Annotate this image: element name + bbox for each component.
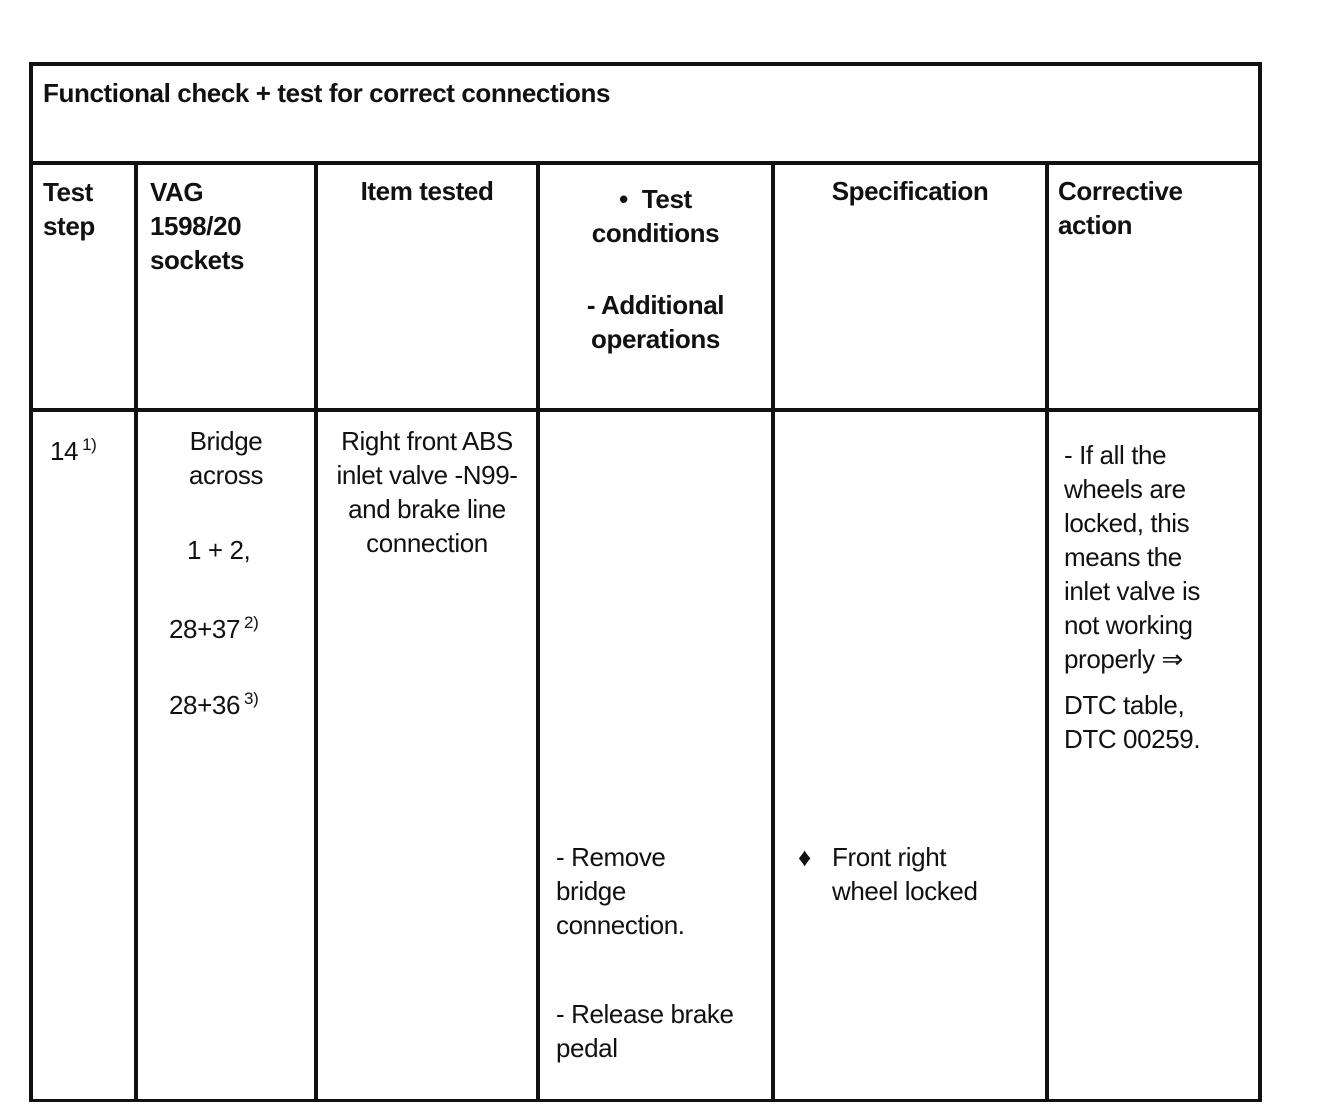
header-sockets-line: VAG — [150, 177, 204, 207]
header-test-step — [43, 175, 95, 243]
item-tested-line: Right front ABS — [341, 426, 513, 456]
sockets-line: across — [188, 460, 264, 490]
sockets-line: Bridge — [189, 426, 263, 456]
corrective-line: inlet valve is — [1064, 576, 1201, 606]
row-corrective-action — [1064, 438, 1200, 756]
operation-release-brake — [556, 997, 734, 1065]
row-specification — [832, 840, 978, 908]
footnote-marker: 2) — [244, 613, 259, 632]
corrective-line: locked, this — [1064, 508, 1190, 538]
operation-line: - Remove — [556, 842, 666, 872]
header-sockets — [150, 175, 244, 277]
title-divider — [29, 161, 1262, 165]
header-sockets-line: 1598/20 — [150, 211, 242, 241]
row-item-tested — [318, 424, 536, 560]
operation-line: connection. — [556, 910, 685, 940]
item-tested-line: connection — [366, 528, 488, 558]
column-divider-2 — [314, 161, 318, 1101]
socket-pair-3: 28+36 $^{3)}$ — [169, 689, 259, 720]
specification-line: wheel locked — [832, 876, 978, 906]
column-divider-1 — [134, 161, 138, 1101]
header-test-conditions — [540, 182, 771, 356]
row-test-step — [50, 428, 96, 468]
corrective-line: means the — [1064, 542, 1182, 572]
step-number: 14 — [50, 436, 79, 466]
header-operations-line: operations — [591, 324, 720, 354]
corrective-line: DTC 00259. — [1064, 724, 1201, 754]
corrective-line: - If all the — [1064, 440, 1167, 470]
item-tested-line: inlet valve -N99- — [336, 460, 518, 490]
operation-line: bridge — [556, 876, 626, 906]
operation-remove-bridge — [556, 840, 685, 942]
header-specification: Specification — [831, 176, 989, 206]
operation-line: - Release brake — [556, 999, 734, 1029]
footnote-marker: 3) — [244, 689, 259, 708]
corrective-line: properly ⇒ — [1064, 644, 1183, 674]
item-tested-line: and brake line — [348, 494, 506, 524]
header-item-tested: Item tested — [360, 176, 494, 206]
header-corrective-line: action — [1058, 210, 1133, 240]
bullet-icon: • — [619, 184, 628, 214]
table-title: Functional check + test for correct connections — [43, 78, 611, 108]
column-divider-4 — [771, 161, 775, 1101]
corrective-line: not working — [1064, 610, 1193, 640]
header-test-step-line: step — [43, 211, 95, 241]
header-conditions-line: Test — [641, 184, 692, 214]
socket-pair-2: 28+37 $^{2)}$ — [169, 613, 259, 644]
corrective-line: wheels are — [1064, 474, 1186, 504]
socket-pair-1: 1 + 2, — [187, 535, 251, 565]
column-divider-5 — [1045, 161, 1049, 1101]
header-sockets-line: sockets — [150, 245, 245, 275]
specification-line: Front right — [832, 842, 947, 872]
footnote-marker: 1) — [82, 435, 97, 454]
operation-line: pedal — [556, 1033, 618, 1063]
header-divider — [29, 408, 1262, 412]
header-corrective-action — [1058, 174, 1183, 242]
header-corrective-line: Corrective — [1058, 176, 1183, 206]
spec-bullet-icon: ♦ — [798, 842, 811, 872]
header-conditions-line: conditions — [591, 218, 720, 248]
header-operations-line: - Additional — [586, 290, 725, 320]
row-sockets — [138, 424, 314, 492]
corrective-line: DTC table, — [1064, 690, 1185, 720]
header-test-step-line: Test — [43, 177, 93, 207]
